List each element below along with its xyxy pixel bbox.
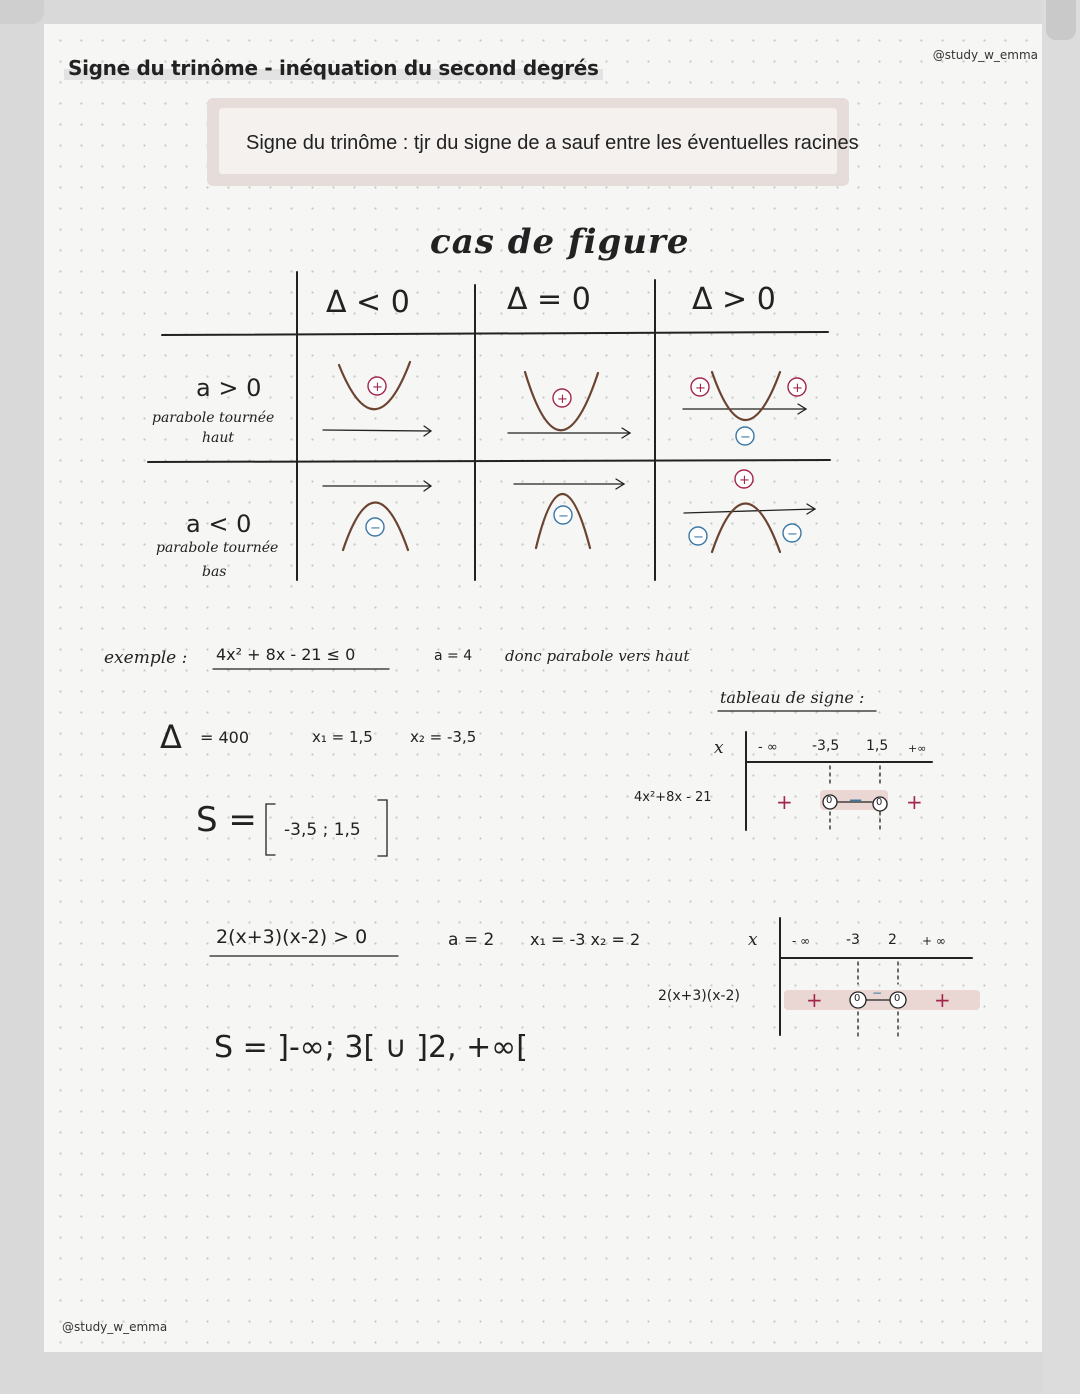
- parabola-down-delta-zero: [514, 479, 624, 548]
- solution1-interval: -3,5 ; 1,5: [284, 820, 361, 840]
- sign-table1-zero2: 0: [876, 797, 883, 808]
- cases-title: cas de figure: [430, 222, 690, 262]
- root-x1: x₁ = 1,5: [312, 728, 373, 746]
- sign-table1-val1: -3,5: [812, 738, 840, 754]
- sign-table1-sign2: +: [906, 790, 923, 814]
- sign-table1-zero1: 0: [826, 795, 833, 806]
- sign-table2-zero1: 0: [854, 993, 861, 1004]
- row-a-negative-sub1: parabole tournée: [156, 540, 279, 556]
- sign-table2-sign1: −: [872, 986, 883, 1000]
- sign-table1-expr: 4x²+8x - 21: [634, 790, 712, 805]
- sign-table2-val0: - ∞: [792, 934, 811, 948]
- sign-table2-val1: -3: [846, 932, 860, 948]
- parabola-up-delta-pos: [683, 372, 806, 445]
- sign-table1-val2: 1,5: [866, 738, 889, 754]
- sign-table1-val3: +∞: [908, 742, 927, 755]
- row-a-positive-sub1: parabole tournée: [152, 410, 275, 426]
- author-handle-bottom: @study_w_emma: [62, 1320, 168, 1334]
- svg-text:+: +: [739, 473, 750, 488]
- example-label: exemple :: [104, 648, 188, 668]
- col-delta-positive: Δ > 0: [692, 282, 776, 317]
- sign-table1-sign1: −: [848, 790, 864, 811]
- delta-symbol: Δ: [160, 718, 182, 756]
- svg-text:−: −: [740, 430, 751, 445]
- example1-comment: donc parabole vers haut: [505, 647, 690, 665]
- example2-a-value: a = 2: [448, 930, 495, 950]
- svg-text:−: −: [787, 527, 798, 542]
- parabola-down-delta-pos: [684, 470, 815, 552]
- sign-table2-var: x: [748, 930, 758, 950]
- root-x2: x₂ = -3,5: [410, 728, 477, 746]
- sign-table2-val2: 2: [888, 932, 897, 948]
- row-a-positive: a > 0: [196, 374, 262, 402]
- example2-inequation: 2(x+3)(x-2) > 0: [216, 926, 368, 948]
- svg-text:+: +: [372, 380, 383, 395]
- col-delta-negative: Δ < 0: [326, 285, 410, 320]
- col-delta-zero: Δ = 0: [507, 282, 591, 317]
- author-handle-top: @study_w_emma: [932, 48, 1038, 62]
- svg-text:−: −: [370, 521, 381, 536]
- row-a-positive-sub2: haut: [202, 430, 235, 446]
- example1-inequation: 4x² + 8x - 21 ≤ 0: [216, 645, 356, 664]
- svg-text:−: −: [693, 530, 704, 545]
- sign-table2-sign2: +: [934, 988, 951, 1012]
- svg-text:+: +: [557, 392, 568, 407]
- row-a-negative-sub2: bas: [202, 564, 227, 580]
- sign-table1-title: tableau de signe :: [720, 688, 865, 707]
- svg-text:−: −: [558, 509, 569, 524]
- page-title: Signe du trinôme - inéquation du second degrés: [64, 56, 603, 80]
- sign-table1-sign0: +: [776, 790, 793, 814]
- sign-table1-val0: - ∞: [758, 740, 778, 755]
- sign-table2-expr: 2(x+3)(x-2): [658, 988, 740, 1004]
- delta-value: = 400: [200, 728, 250, 747]
- solution2: S = ]-∞; 3[ ∪ ]2, +∞[: [214, 1030, 528, 1065]
- parabola-down-delta-neg: [323, 481, 431, 550]
- sign-table2-zero2: 0: [894, 993, 901, 1004]
- solution1-label: S =: [196, 800, 257, 840]
- row-a-negative: a < 0: [186, 510, 252, 538]
- rule-text: Signe du trinôme : tjr du signe de a sauf entre les éventuelles racines: [246, 132, 859, 154]
- example1-a-value: a = 4: [434, 648, 473, 664]
- sign-table2-val3: + ∞: [922, 934, 946, 948]
- sign-table2-sign0: +: [806, 988, 823, 1012]
- svg-text:+: +: [695, 381, 706, 396]
- svg-text:+: +: [792, 381, 803, 396]
- example2-roots: x₁ = -3 x₂ = 2: [530, 930, 641, 949]
- parabola-up-delta-zero: [508, 372, 630, 438]
- parabola-up-delta-neg: [323, 362, 431, 436]
- sign-table1-var: x: [714, 738, 724, 758]
